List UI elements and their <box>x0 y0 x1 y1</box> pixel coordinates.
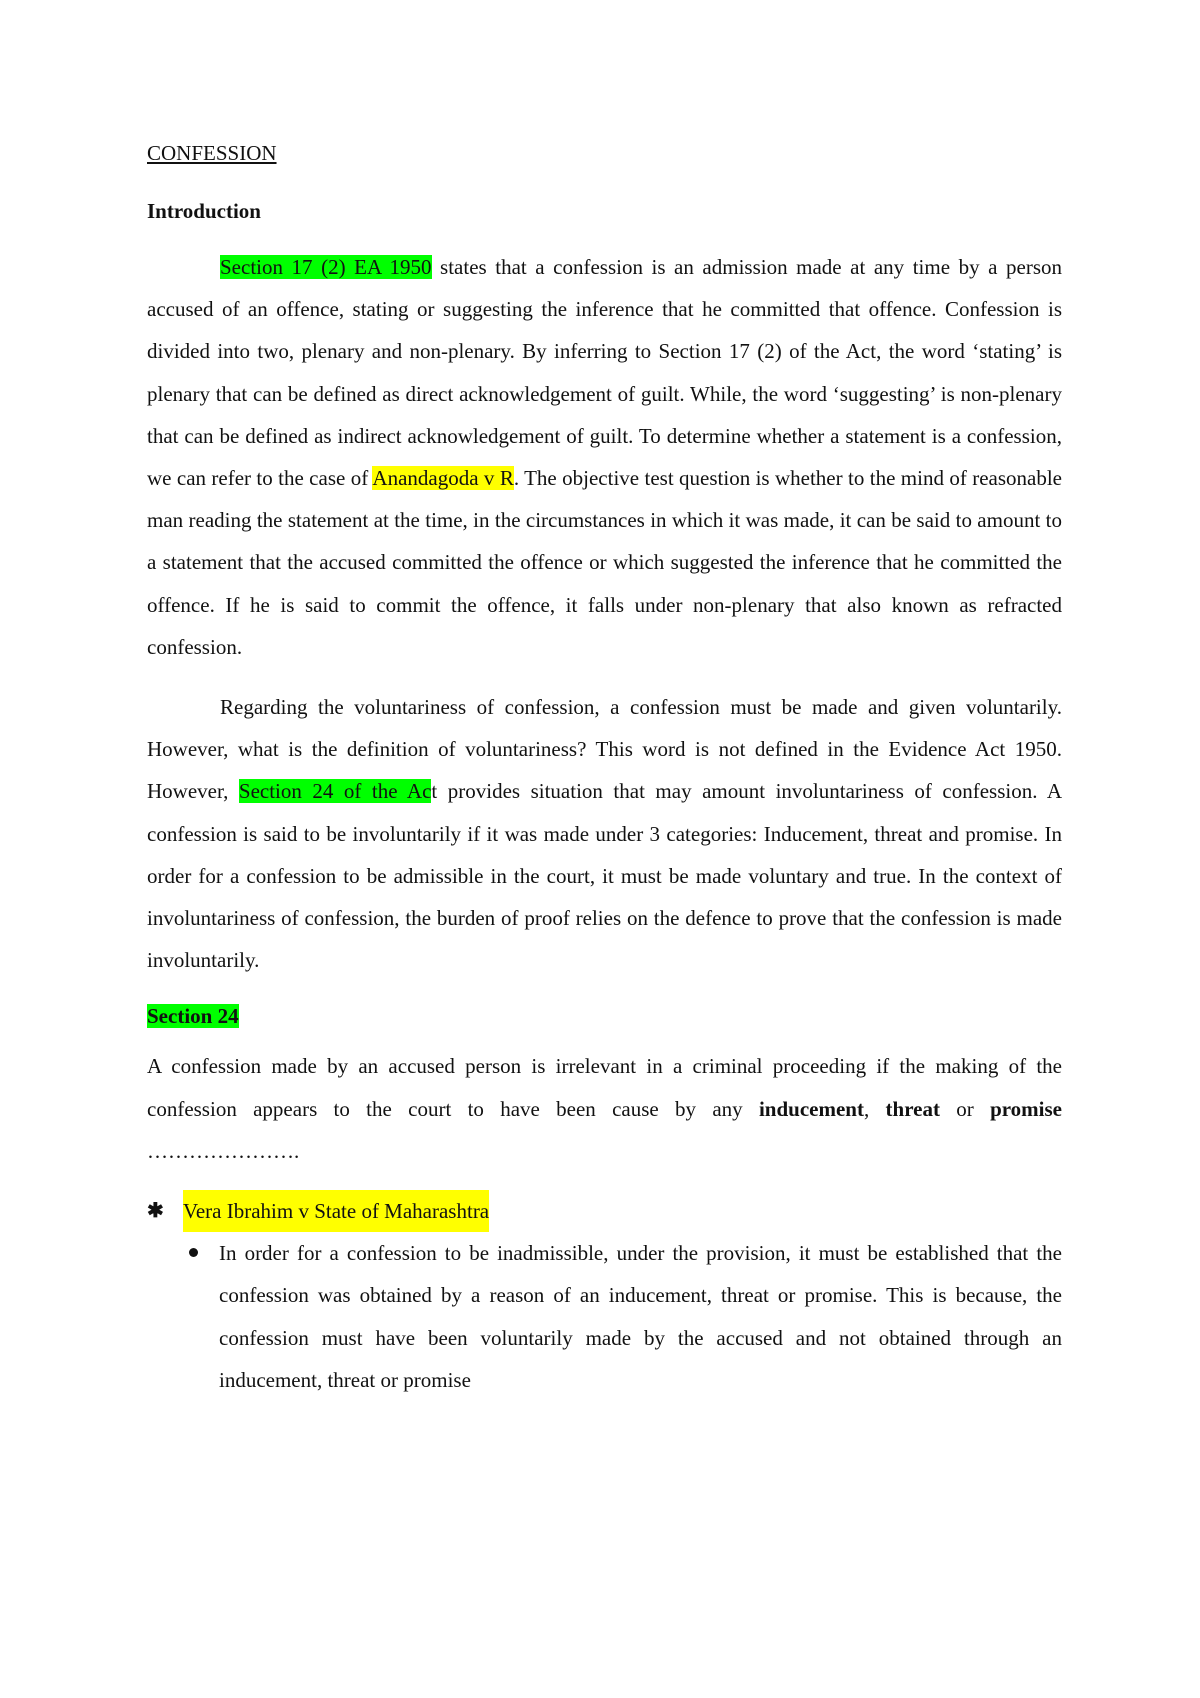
case-bullet-item <box>147 1232 1062 1401</box>
voluntariness-text-2: t provides situation that may amount involuntariness of confession. A confession is said to be involuntarily if it was made under 3 categories: Inducement, threat and promise. In order for a confession to be admissible in the court, it must be made voluntary and true. In the context of involuntariness of confession, the burden of proof relies on the defence to prove that the confession is made involuntarily. <box>147 779 1062 973</box>
section-24-heading <box>147 999 1062 1033</box>
case-list-item <box>147 1190 1062 1232</box>
intro-text-2: . The objective test question is whether to the mind of reasonable man reading the statement at the time, in the circumstances in which it was made, it can be said to amount to a statement that the accused committed the offence or which suggested the inference that he committed the offence. If he is said to commit the offence, it falls under non-plenary that also known as refracted confession. <box>147 466 1062 659</box>
sep-1: , <box>863 1096 886 1121</box>
section-24-paragraph <box>147 1045 1062 1172</box>
intro-paragraph <box>147 246 1062 668</box>
sep-2: or <box>939 1096 991 1121</box>
section-24-text-1: A confession made by an accused person is irrelevant in a criminal proceeding if the making of the confession appears to the court to have been cause by any <box>147 1054 1062 1121</box>
section-17-highlight: Section 17 (2) EA 1950 <box>220 255 432 279</box>
term-threat: threat <box>885 1096 940 1121</box>
voluntariness-paragraph <box>147 686 1062 981</box>
star-bullet-icon: ✱ <box>147 1200 164 1223</box>
section-24-heading-text: Section 24 <box>147 1004 239 1029</box>
section-24-highlight: Section 24 of the Ac <box>238 779 432 804</box>
case-anandagoda-highlight: Anandagoda v R <box>372 466 514 491</box>
intro-text-1: states that a confession is an admission made at any time by a person accused of an offence, stating or suggesting the inference that he committed that offence. Confession is divided into two, plenary and non-plenary. By inferring to Section 17 (2) of the Act, the word ‘stating’ is plenary that can be defined as direct acknowledgement of guilt. While, the word ‘suggesting’ is non-plenary that can be defined as indirect acknowledgement of guilt. To determine whether a statement is a confession, we can refer to the case of <box>147 255 1062 491</box>
term-promise: promise <box>990 1096 1063 1121</box>
voluntariness-text-1: Regarding the voluntariness of confession, a confession must be made and given voluntarily. However, what is the definition of voluntariness? This word is not defined in the Evidence Act 1950. However, <box>147 695 1062 804</box>
case-vera-ibrahim: Vera Ibrahim v State of Maharashtra <box>183 1190 489 1232</box>
term-inducement: inducement <box>758 1096 864 1121</box>
section-24-ellipsis: …………………. <box>147 1138 300 1163</box>
page-title: CONFESSION <box>147 141 277 165</box>
case-bullet-text: In order for a confession to be inadmissible, under the provision, it must be established that the confession was obtained by a reason of an inducement, threat or promise. This is because, the confession must have been voluntarily made by the accused and not obtained through an inducement, threat or promise <box>219 1241 1062 1392</box>
intro-heading: Introduction <box>147 199 261 223</box>
